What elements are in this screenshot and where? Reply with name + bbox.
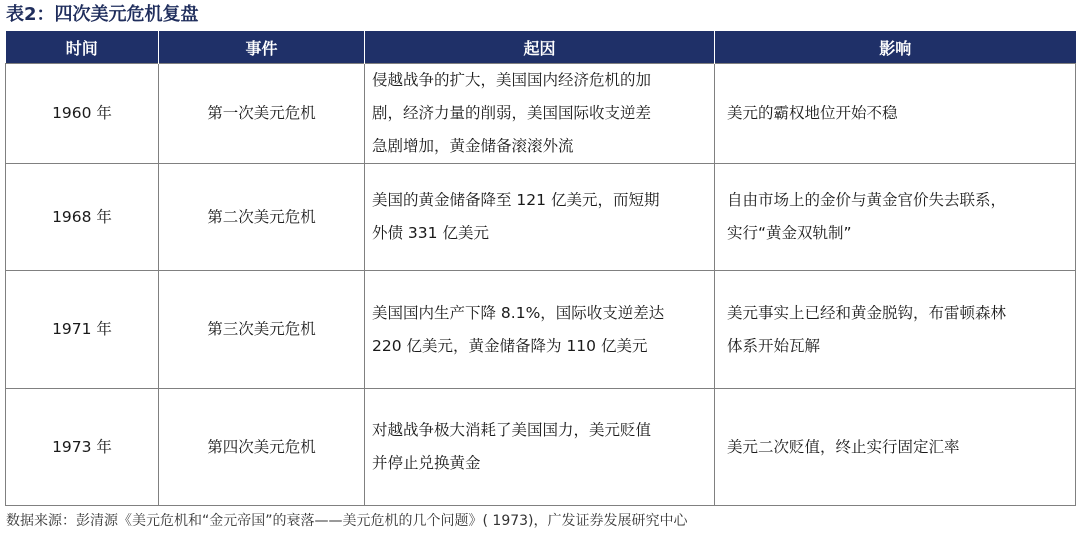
cell-impact [715, 389, 1076, 506]
cause-line: 剧，经济力量的削弱，美国国际收支逆差 [372, 104, 652, 122]
cell-impact [715, 64, 1076, 164]
cell-event: 第四次美元危机 [159, 389, 365, 506]
cell-time: 1971 年 [6, 271, 159, 389]
impact-line: 美元二次贬值，终止实行固定汇率 [727, 437, 960, 456]
table-header-row [6, 31, 1076, 64]
cell-event: 第二次美元危机 [159, 164, 365, 271]
table-row [6, 271, 1076, 389]
table-row [6, 64, 1076, 164]
header-time: 时间 [6, 31, 159, 64]
cell-cause [365, 64, 715, 164]
table-title: 表2：四次美元危机复盘 [6, 4, 199, 25]
source-note: 数据来源：彭清源《美元危机和“金元帝国”的衰落——美元危机的几个问题》( 1973)，广发证券发展研究中心 [6, 513, 688, 529]
header-impact: 影响 [715, 31, 1076, 64]
impact-line: 美元的霸权地位开始不稳 [727, 104, 898, 122]
impact-line: 自由市场上的金价与黄金官价失去联系， [727, 191, 1007, 209]
cell-event: 第一次美元危机 [159, 64, 365, 164]
dollar-crisis-table [5, 31, 1076, 506]
cause-line: 220 亿美元，黄金储备降为 110 亿美元 [372, 336, 648, 355]
cell-cause [365, 271, 715, 389]
table-row [6, 164, 1076, 271]
header-event: 事件 [159, 31, 365, 64]
cause-line: 外债 331 亿美元 [372, 224, 489, 242]
header-cause: 起因 [365, 31, 715, 64]
table-row [6, 389, 1076, 506]
cause-line: 美国国内生产下降 8.1%，国际收支逆差达 [372, 303, 665, 322]
cell-cause [365, 164, 715, 271]
cause-line: 急剧增加，黄金储备滚滚外流 [372, 137, 574, 155]
cell-time: 1973 年 [6, 389, 159, 506]
impact-line: 体系开始瓦解 [727, 336, 821, 355]
impact-line: 实行“黄金双轨制” [727, 224, 852, 242]
cell-impact [715, 271, 1076, 389]
cell-time: 1960 年 [6, 64, 159, 164]
cell-impact [715, 164, 1076, 271]
cell-event: 第三次美元危机 [159, 271, 365, 389]
cause-line: 侵越战争的扩大，美国国内经济危机的加 [372, 71, 652, 89]
cause-line: 美国的黄金储备降至 121 亿美元，而短期 [372, 191, 660, 209]
cell-cause [365, 389, 715, 506]
cell-time: 1968 年 [6, 164, 159, 271]
impact-line: 美元事实上已经和黄金脱钩，布雷顿森林 [727, 303, 1007, 322]
cause-line: 对越战争极大消耗了美国国力，美元贬值 [372, 421, 652, 439]
cause-line: 并停止兑换黄金 [372, 454, 481, 472]
